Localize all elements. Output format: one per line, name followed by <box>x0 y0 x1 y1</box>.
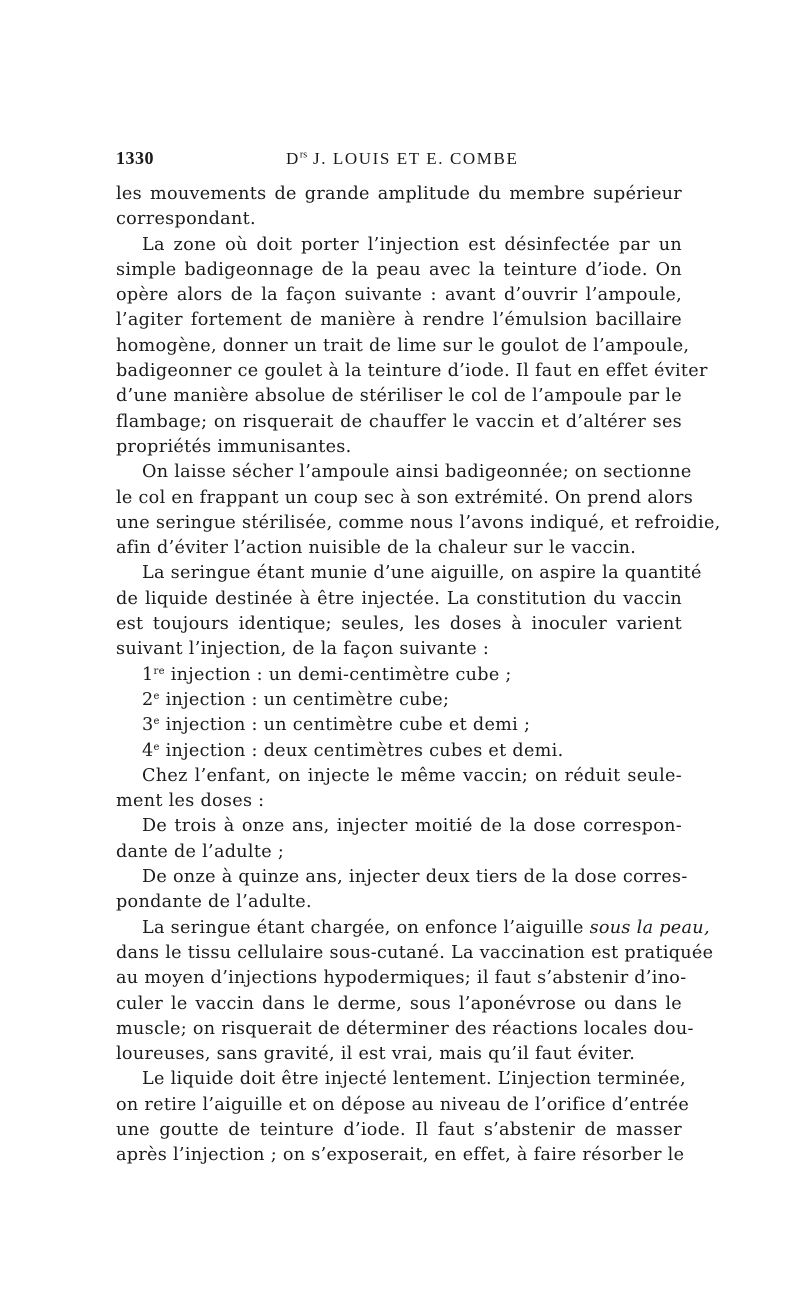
text-line: La seringue étant munie d’une aiguille, on aspire la quantité <box>142 563 702 584</box>
page-header <box>116 148 682 172</box>
dose-list-item <box>116 663 682 688</box>
dose-text: injection : un centimètre cube et demi ; <box>159 715 531 736</box>
text-line: le col en frappant un coup sec à son extrémité. On prend alors <box>116 487 694 508</box>
text-line: opère alors de la façon suivante : avant d’ouvrir l’ampoule, <box>116 285 682 306</box>
text-line: après l’injection ; on s’exposerait, en effet, à faire résorber le <box>116 1145 685 1166</box>
text-line: de liquide destinée à être injectée. La constitution du vaccin <box>116 588 682 609</box>
text-line: La zone où doit porter l’injection est désinfectée par un <box>142 234 682 255</box>
text-line: flambage; on risquerait de chauffer le vaccin et d’altérer ses <box>116 411 682 432</box>
running-head-prefix: D <box>286 149 300 168</box>
text-line: les mouvements de grande amplitude du membre supérieur <box>116 184 682 204</box>
dose-text: injection : un demi-centimètre cube ; <box>164 664 512 685</box>
text-line: muscle; on risquerait de déterminer des réactions locales dou- <box>116 1018 694 1039</box>
text-line: dans le tissu cellulaire sous-cutané. La vaccination est pratiquée <box>116 942 714 963</box>
dose-number: 1 <box>142 664 154 685</box>
dose-number: 4 <box>142 740 154 761</box>
ordinal-suffix: e <box>153 741 160 753</box>
running-head <box>286 149 518 169</box>
dose-list-item <box>116 739 682 764</box>
ordinal-suffix: e <box>153 690 160 702</box>
text-line: ment les doses : <box>116 791 265 812</box>
dose-list-item <box>116 713 682 738</box>
running-head-authors: J. LOUIS ET E. COMBE <box>307 149 519 168</box>
text-line: au moyen d’injections hypodermiques; il faut s’abstenir d’ino- <box>116 968 687 989</box>
text-line: on retire l’aiguille et on dépose au niveau de l’orifice d’entrée <box>116 1094 690 1115</box>
text-line: Chez l’enfant, on injecte le même vaccin; on réduit seule- <box>142 765 682 786</box>
text-line: De trois à onze ans, injecter moitié de la dose correspon- <box>142 816 682 837</box>
text-line: est toujours identique; seules, les doses à inoculer varient <box>116 614 682 635</box>
text-line: propriétés immunisantes. <box>116 436 352 457</box>
dose-number: 2 <box>142 689 154 710</box>
dose-text: injection : un centimètre cube; <box>159 689 450 710</box>
text-line: culer le vaccin dans le derme, sous l’aponévrose ou dans le <box>116 993 682 1014</box>
text-line: une seringue stérilisée, comme nous l’avons indiqué, et refroidie, <box>116 512 721 533</box>
text-line: simple badigeonnage de la peau avec la teinture d’iode. On <box>116 259 682 280</box>
text-line: loureuses, sans gravité, il est vrai, mais qu’il faut éviter. <box>116 1044 636 1065</box>
text-line: l’agiter fortement de manière à rendre l’émulsion bacillaire <box>116 310 682 331</box>
text-line: correspondant. <box>116 209 256 230</box>
text-line: On laisse sécher l’ampoule ainsi badigeonnée; on sectionne <box>142 462 692 483</box>
dose-text: injection : deux centimètres cubes et demi. <box>159 740 564 761</box>
text-line: afin d’éviter l’action nuisible de la chaleur sur le vaccin. <box>116 538 637 559</box>
text-line: d’une manière absolue de stériliser le col de l’ampoule par le <box>116 386 682 407</box>
dose-list-item <box>116 688 682 713</box>
ordinal-suffix: re <box>153 665 165 677</box>
text-run: La seringue étant chargée, on enfonce l’aiguille <box>142 917 590 938</box>
text-line: Le liquide doit être injecté lentement. L’injection terminée, <box>142 1069 686 1090</box>
text-line <box>116 916 710 941</box>
ordinal-suffix: e <box>153 716 160 728</box>
text-line: suivant l’injection, de la façon suivante : <box>116 639 490 660</box>
dose-number: 3 <box>142 715 154 736</box>
text-line: badigeonner ce goulet à la teinture d’iode. Il faut en effet éviter <box>116 361 708 382</box>
text-line: De onze à quinze ans, injecter deux tiers de la dose corres- <box>142 867 688 888</box>
page-number: 1330 <box>116 148 154 168</box>
text-line: homogène, donner un trait de lime sur le goulot de l’ampoule, <box>116 335 690 356</box>
running-head-sup: rs <box>299 149 308 161</box>
body-text <box>116 182 721 1169</box>
text-line: pondante de l’adulte. <box>116 892 312 913</box>
text-line: une goutte de teinture d’iode. Il faut s’abstenir de masser <box>116 1119 682 1140</box>
italic-phrase: sous la peau, <box>589 917 710 938</box>
text-line: dante de l’adulte ; <box>116 841 285 862</box>
